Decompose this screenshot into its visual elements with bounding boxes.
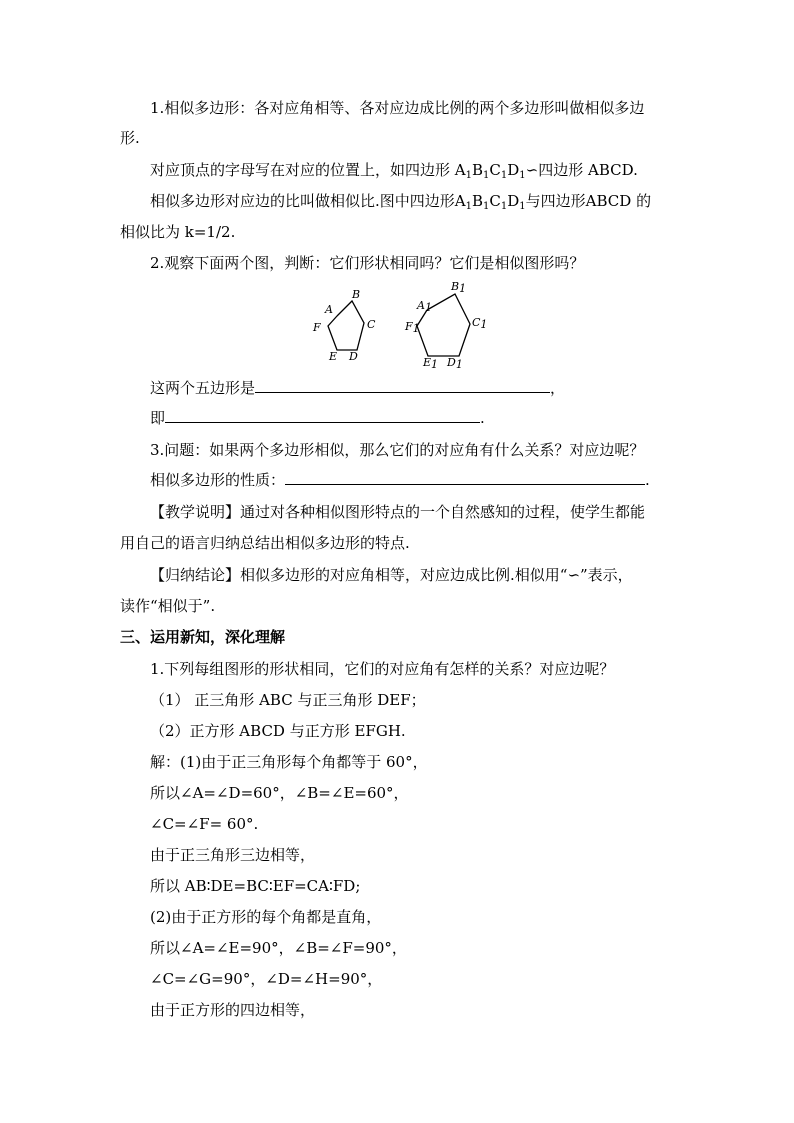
section-heading: 三、运用新知，深化理解 <box>120 628 286 646</box>
large-label-e: E1 <box>423 356 439 371</box>
exercise-1-part-1: （1） 正三角形 ABC 与正三角形 DEF； <box>150 691 426 709</box>
definition-line-1: 1.相似多边形：各对应角相等、各对应边成比例的两个多边形叫做相似多边 <box>150 99 645 117</box>
conclusion-1: 【归纳结论】相似多边形的对应角相等，对应边成比例.相似用“∽”表示， <box>150 566 633 584</box>
large-label-a: A1 <box>417 299 432 314</box>
conclusion-2: 读作“相似于”. <box>120 597 216 615</box>
vertex-note-text: 对应顶点的字母写在对应的位置上，如四边形 <box>150 161 455 179</box>
solution-line-6: (2)由于正方形的每个角都是直角， <box>150 908 382 926</box>
definition-line-2: 形. <box>120 129 140 147</box>
answer-blank-1[interactable] <box>255 378 550 393</box>
teaching-note-2: 用自己的语言归纳总结出相似多边形的特点. <box>120 534 410 552</box>
teaching-note-1: 【教学说明】通过对各种相似图形特点的一个自然感知的过程，使学生都能 <box>150 503 646 521</box>
pentagon-figure <box>300 280 500 372</box>
large-label-b: B1 <box>451 280 467 295</box>
solution-line-1: 解：(1)由于正三角形每个角都等于 60°， <box>150 753 428 771</box>
large-label-c: C1 <box>472 316 488 331</box>
answer-blank-3[interactable] <box>285 470 645 485</box>
question-2: 2.观察下面两个图，判断：它们形状相同吗？它们是相似图形吗？ <box>150 254 585 272</box>
question-3: 3.问题：如果两个多边形相似，那么它们的对应角有什么关系？对应边呢？ <box>150 441 645 459</box>
small-label-d: D <box>349 350 358 363</box>
fill-line-1: 这两个五边形是 ， <box>150 379 566 397</box>
ratio-line-2: 相似比为 k=1/2. <box>120 223 236 241</box>
small-polygon <box>328 301 364 350</box>
solution-line-2: 所以∠A=∠D=60°，∠B=∠E=60°， <box>150 784 409 802</box>
solution-line-9: 由于正方形的四边相等， <box>150 1001 316 1019</box>
exercise-1-part-2: （2）正方形 ABCD 与正方形 EFGH. <box>150 722 406 740</box>
quad-label: $A_1B_1C_1D_1$ <box>454 161 526 181</box>
vertex-note-end: ∽四边形 ABCD. <box>525 161 638 179</box>
small-label-a: A <box>325 303 333 316</box>
solution-line-5: 所以 AB∶DE=BC∶EF=CA∶FD; <box>150 877 361 895</box>
small-label-e: E <box>329 350 338 363</box>
solution-line-7: 所以∠A=∠E=90°，∠B=∠F=90°， <box>150 939 407 957</box>
answer-blank-2[interactable] <box>165 408 480 423</box>
exercise-1: 1.下列每组图形的形状相同，它们的对应角有怎样的关系？对应边呢？ <box>150 660 615 678</box>
small-label-c: C <box>367 318 376 331</box>
quad-label-2: $A_1B_1C_1D_1$ <box>454 192 526 212</box>
vertex-note <box>150 160 638 180</box>
small-label-f: F <box>313 321 321 334</box>
ratio-line-1: 相似多边形对应边的比叫做相似比.图中四边形$A_1B_1C_1D_1$与四边形ABCD 的 <box>150 192 652 212</box>
solution-line-4: 由于正三角形三边相等， <box>150 846 316 864</box>
solution-line-8: ∠C=∠G=90°，∠D=∠H=90°， <box>150 970 383 988</box>
property-line: 相似多边形的性质： . <box>150 471 650 489</box>
large-label-f: F1 <box>405 320 420 335</box>
solution-line-3: ∠C=∠F= 60°. <box>150 815 259 833</box>
fill-line-2: 即 . <box>150 409 485 427</box>
small-label-b: B <box>352 288 361 301</box>
large-label-d: D1 <box>447 356 463 371</box>
